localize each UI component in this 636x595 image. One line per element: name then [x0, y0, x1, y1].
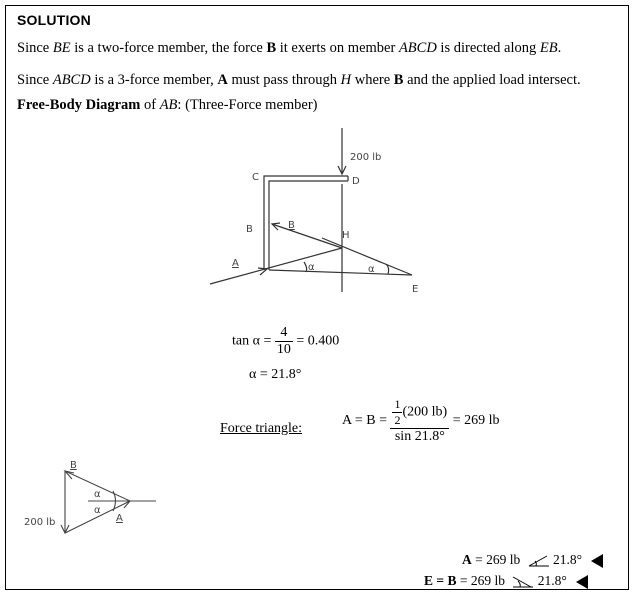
triangle-label-a: A: [116, 513, 123, 524]
solution-heading: SOLUTION: [17, 12, 91, 28]
angle-down-icon: [512, 576, 534, 588]
answer-e-b: E = B = 269 lb 21.8°: [424, 573, 588, 589]
fbd-label-b-hand: B: [246, 224, 253, 235]
force-triangle-equation: A = B = $\frac{1}{2}$ (200 lb) sin 21.8° = 269 lb: [342, 397, 500, 444]
fbd-label-c: C: [252, 172, 259, 183]
triangle-alpha-2: α: [94, 505, 101, 516]
fbd-label-a: A: [232, 258, 239, 269]
fbd-alpha-1: α: [308, 262, 315, 273]
answer-e-b-marker: [576, 575, 588, 589]
force-triangle-label: Force triangle:: [220, 421, 303, 436]
triangle-label-b: B: [70, 460, 77, 471]
fbd-alpha-2: α: [368, 264, 375, 275]
paragraph-three-force: Since ABCD is a 3-force member, A must pass through H where B and the applied load intersect.: [17, 72, 581, 88]
triangle-alpha-1: α: [94, 489, 101, 500]
tan-equation: tan α = $\frac{4}{10}$ = 0.400: [232, 325, 340, 357]
answer-a: A = 269 lb 21.8°: [462, 552, 603, 568]
answer-a-marker: [591, 554, 603, 568]
fbd-label-e: E: [412, 284, 419, 295]
fbd-load-label: 200 lb: [350, 152, 382, 163]
angle-up-icon: [528, 555, 550, 567]
paragraph-free-body-title: Free-Body Diagram of AB: (Three-Force member): [17, 97, 318, 113]
force-a-line: [210, 248, 342, 284]
force-triangle-sketch: [18, 455, 168, 545]
fbd-label-d: D: [352, 176, 360, 187]
free-body-diagram: [200, 120, 440, 300]
fbd-label-b-underline: B: [288, 220, 295, 231]
alpha-equation: α = 21.8°: [249, 367, 302, 382]
line-eb: [269, 270, 412, 275]
force-b-line: [272, 224, 342, 248]
triangle-load-label: 200 lb: [24, 517, 56, 528]
fbd-label-h: H: [342, 230, 350, 241]
paragraph-two-force: Since BE is a two-force member, the force B it exerts on member ABCD is directed along EB.: [17, 40, 562, 56]
